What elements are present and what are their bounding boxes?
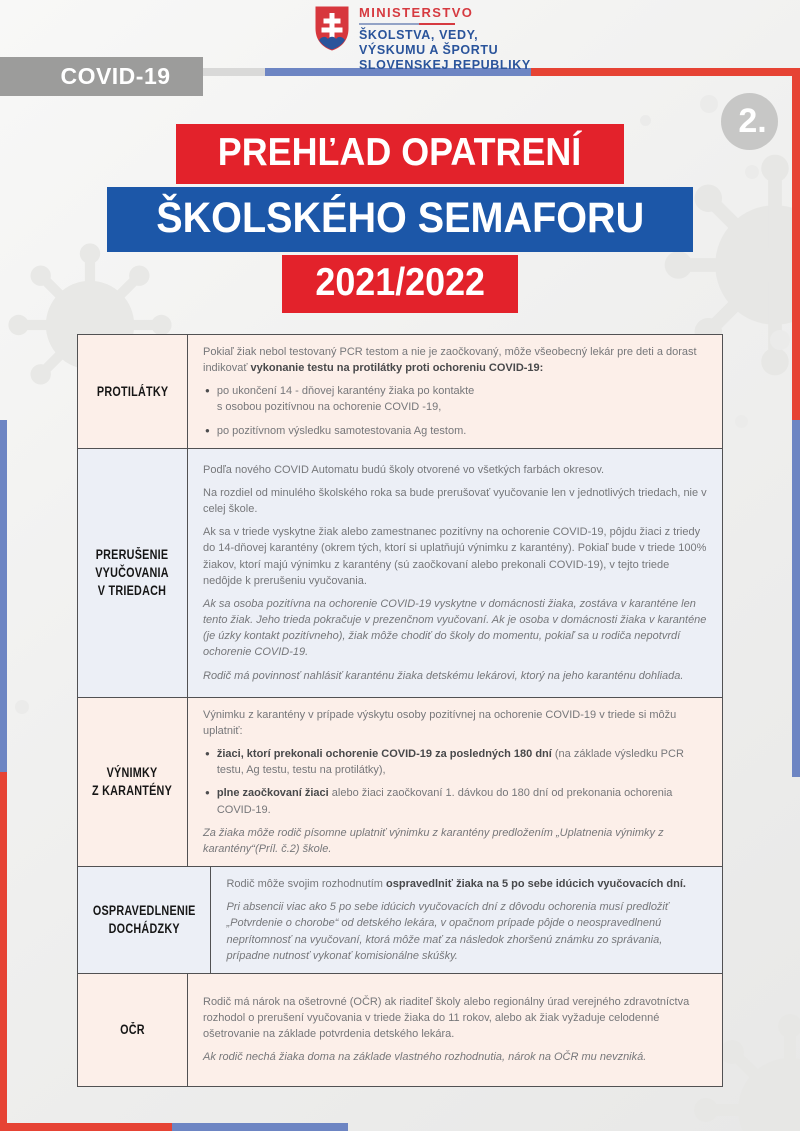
frame-right-blue [792,420,800,777]
row-label-line: VYUČOVANIA [95,565,170,580]
title-line-2: ŠKOLSKÉHO SEMAFORU [107,187,693,252]
bullet-text [217,746,708,778]
row-label [96,546,170,599]
row-label-line: OSPRAVEDLNENIE [92,903,196,919]
row-label-line: VÝNIMKY [107,765,158,781]
frame-top-red [531,68,800,76]
dot-decoration [15,700,29,714]
poster-title [0,124,800,313]
text-run: s osobou pozitívnou na ochorenie COVID -19, [216,401,442,414]
paragraph [203,1049,708,1065]
row-content-cell [211,867,722,973]
covid-19-badge-label: COVID-19 [60,63,171,89]
row-content-cell [188,698,722,866]
text-run: po ukončení 14 - dňovej karantény žiaka po kontakte [216,385,475,398]
row-content-cell [188,974,722,1086]
text-run: Ak rodič nechá žiaka doma na základe vlastného rozhodnutia, nárok na OČR mu nevzniká. [203,1051,647,1064]
logo-divider [359,23,455,25]
bullet-icon: ● [205,386,210,396]
bullet-text [217,423,466,439]
text-run: Rodič má povinnosť nahlásiť karanténu žiaka detskému lekárovi, ktorý na jeho karanténu dohliada. [203,669,684,682]
logo-department-line: VÝSKUMU A ŠPORTU [359,43,499,57]
row-label-cell [78,335,188,448]
bullet-item [205,785,708,817]
paragraph [203,462,708,478]
dot-decoration [700,95,718,113]
row-label-line: PRERUŠENIE [96,547,169,563]
text-run: vykonanie testu na protilátky proti ochoreniu COVID-19: [250,362,544,375]
text-run: (na základe výsledku PCR testu, Ag testu, testu na protilátky), [216,748,684,777]
paragraph [226,876,708,892]
ministry-logo-text [359,5,531,73]
text-run: po pozitívnom výsledku samotestovania Ag testom. [216,424,467,437]
bullet-icon: ● [205,749,210,759]
paragraph [203,994,708,1042]
title-line-3: 2021/2022 [282,255,518,313]
table-row [78,866,722,973]
measures-table [77,334,723,1087]
slovak-coat-of-arms-icon [314,5,350,57]
frame-left-red [0,772,7,1131]
table-row [78,973,722,1086]
frame-left-blue [0,420,7,772]
bullet-text [217,383,474,415]
logo-ministry-label: MINISTERSTVO [359,5,474,20]
paragraph [203,344,708,376]
ministry-logo [314,5,531,73]
text-run: Rodič má nárok na ošetrovné (OČR) ak riaditeľ školy alebo regionálny úrad verejného zdravotníctva rozhodol o prerušení vyučovania v triede žiaka do 11 rokov, alebo ak žiak vyžaduje celodenné ošetrovanie na základe potvrdenia detského lekára. [203,996,690,1041]
text-run: plne zaočkovaní žiaci [216,787,329,800]
row-label-cell [78,974,188,1086]
paragraph [203,485,708,517]
row-content-cell [188,449,722,697]
row-content-cell [188,335,722,448]
text-run: Rodič môže svojim rozhodnutím [226,878,387,891]
row-label-line: PROTILÁTKY [96,383,169,399]
paragraph [203,596,708,661]
frame-top-gray [203,68,265,76]
bullet-text [217,785,708,817]
paragraph [203,825,708,857]
row-label-cell [78,867,211,973]
text-run: Pokiaľ žiak nebol testovaný PCR testom a nie je zaočkovaný, môže všeobecný lekár pre deti a dorast indikovať [203,346,697,375]
logo-department-line: ŠKOLSTVA, VEDY, [359,28,479,42]
dot-decoration [735,415,748,428]
bullet-item [205,423,708,439]
text-run: ospravedlniť žiaka na 5 po sebe idúcich vyučovacích dní. [386,878,686,891]
row-label [97,383,168,401]
row-label [92,764,172,799]
paragraph [203,668,708,684]
text-run: Pri absencii viac ako 5 po sebe idúcich vyučovacích dní z dôvodu ochorenia musí predložiť „Potvrdenie o chorobe“ od detského lekára, v opačnom prípade pôjde o neospravedlnenú neprítomnosť na vyučovaní, ktorá môže mať za následok zhoršenú známku zo správania, prípadne nutnosť vykonať komisionálne skúšky. [226,901,669,962]
covid-19-badge [0,57,203,96]
row-label-cell [78,449,188,697]
bullet-icon: ● [205,425,210,435]
text-run: Ak sa v triede vyskytne žiak alebo zamestnanec pozitívny na ochorenie COVID-19, pôjdu žiaci z triedy do 14-dňovej karantény (okrem tých, ktorí si uplatňujú výnimku z karantény). Pokiaľ bude v triede 100% žiakov, ktorí majú výnimku z karantény (sú zaočkovaní alebo prekonali COVID-19), v tejto triede nedôjde k prerušeniu vyučovania. [203,526,707,587]
page-number: 2. [738,102,767,140]
logo-department-line: SLOVENSKEJ REPUBLIKY [359,58,531,72]
text-run: žiaci, ktorí prekonali ochorenie COVID-19 za posledných 180 dní [216,748,552,761]
table-row [78,697,722,866]
bullet-icon: ● [205,788,210,798]
bullet-item [205,383,708,415]
row-label [120,1021,145,1039]
text-run: Podľa nového COVID Automatu budú školy otvorené vo všetkých farbách okresov. [203,463,605,476]
text-run: Na rozdiel od minulého školského roka sa bude prerušovať vyučovanie len v jednotlivých triedach, nie v celej škole. [203,487,707,516]
frame-bottom-red [0,1123,172,1131]
row-label-line: V TRIEDACH [98,582,167,598]
title-line-1: PREHĽAD OPATRENÍ [176,124,623,184]
table-row [78,335,722,448]
table-row [78,448,722,697]
row-label-line: Z KARANTÉNY [92,782,173,798]
dot-decoration [770,330,790,350]
paragraph [203,524,708,589]
text-run: Výnimku z karantény v prípade výskytu osoby pozitívnej na ochorenie COVID-19 v triede si môžu uplatniť: [203,708,677,737]
bullet-item [205,746,708,778]
paragraph [203,707,708,739]
row-label [93,902,196,937]
frame-bottom-blue [172,1123,348,1131]
row-label-cell [78,698,188,866]
text-run: Ak sa osoba pozitívna na ochorenie COVID-19 vyskytne v domácnosti žiaka, zostáva v karanténe len tento žiak. Jeho trieda pokračuje v prezenčnom vyučovaní. Ak je osoba v domácnosti žiaka v karanténe (je úzky kontakt pozitívneho), žiak môže chodiť do školy do momentu, pokiaľ sa u rodiča nepotvrdí ochorenie COVID-19. [203,597,707,659]
row-label-line: DOCHÁDZKY [108,920,180,936]
text-run: alebo žiaci zaočkovaní 1. dávkou do 180 dní od prekonania ochorenia COVID-19. [216,787,673,816]
text-run: Za žiaka môže rodič písomne uplatniť výnimku z karantény predložením „Uplatnenia výnimky z karantény“(Príl. č.2) škole. [203,826,664,855]
paragraph [226,899,708,964]
row-label-line: OČR [120,1022,145,1038]
